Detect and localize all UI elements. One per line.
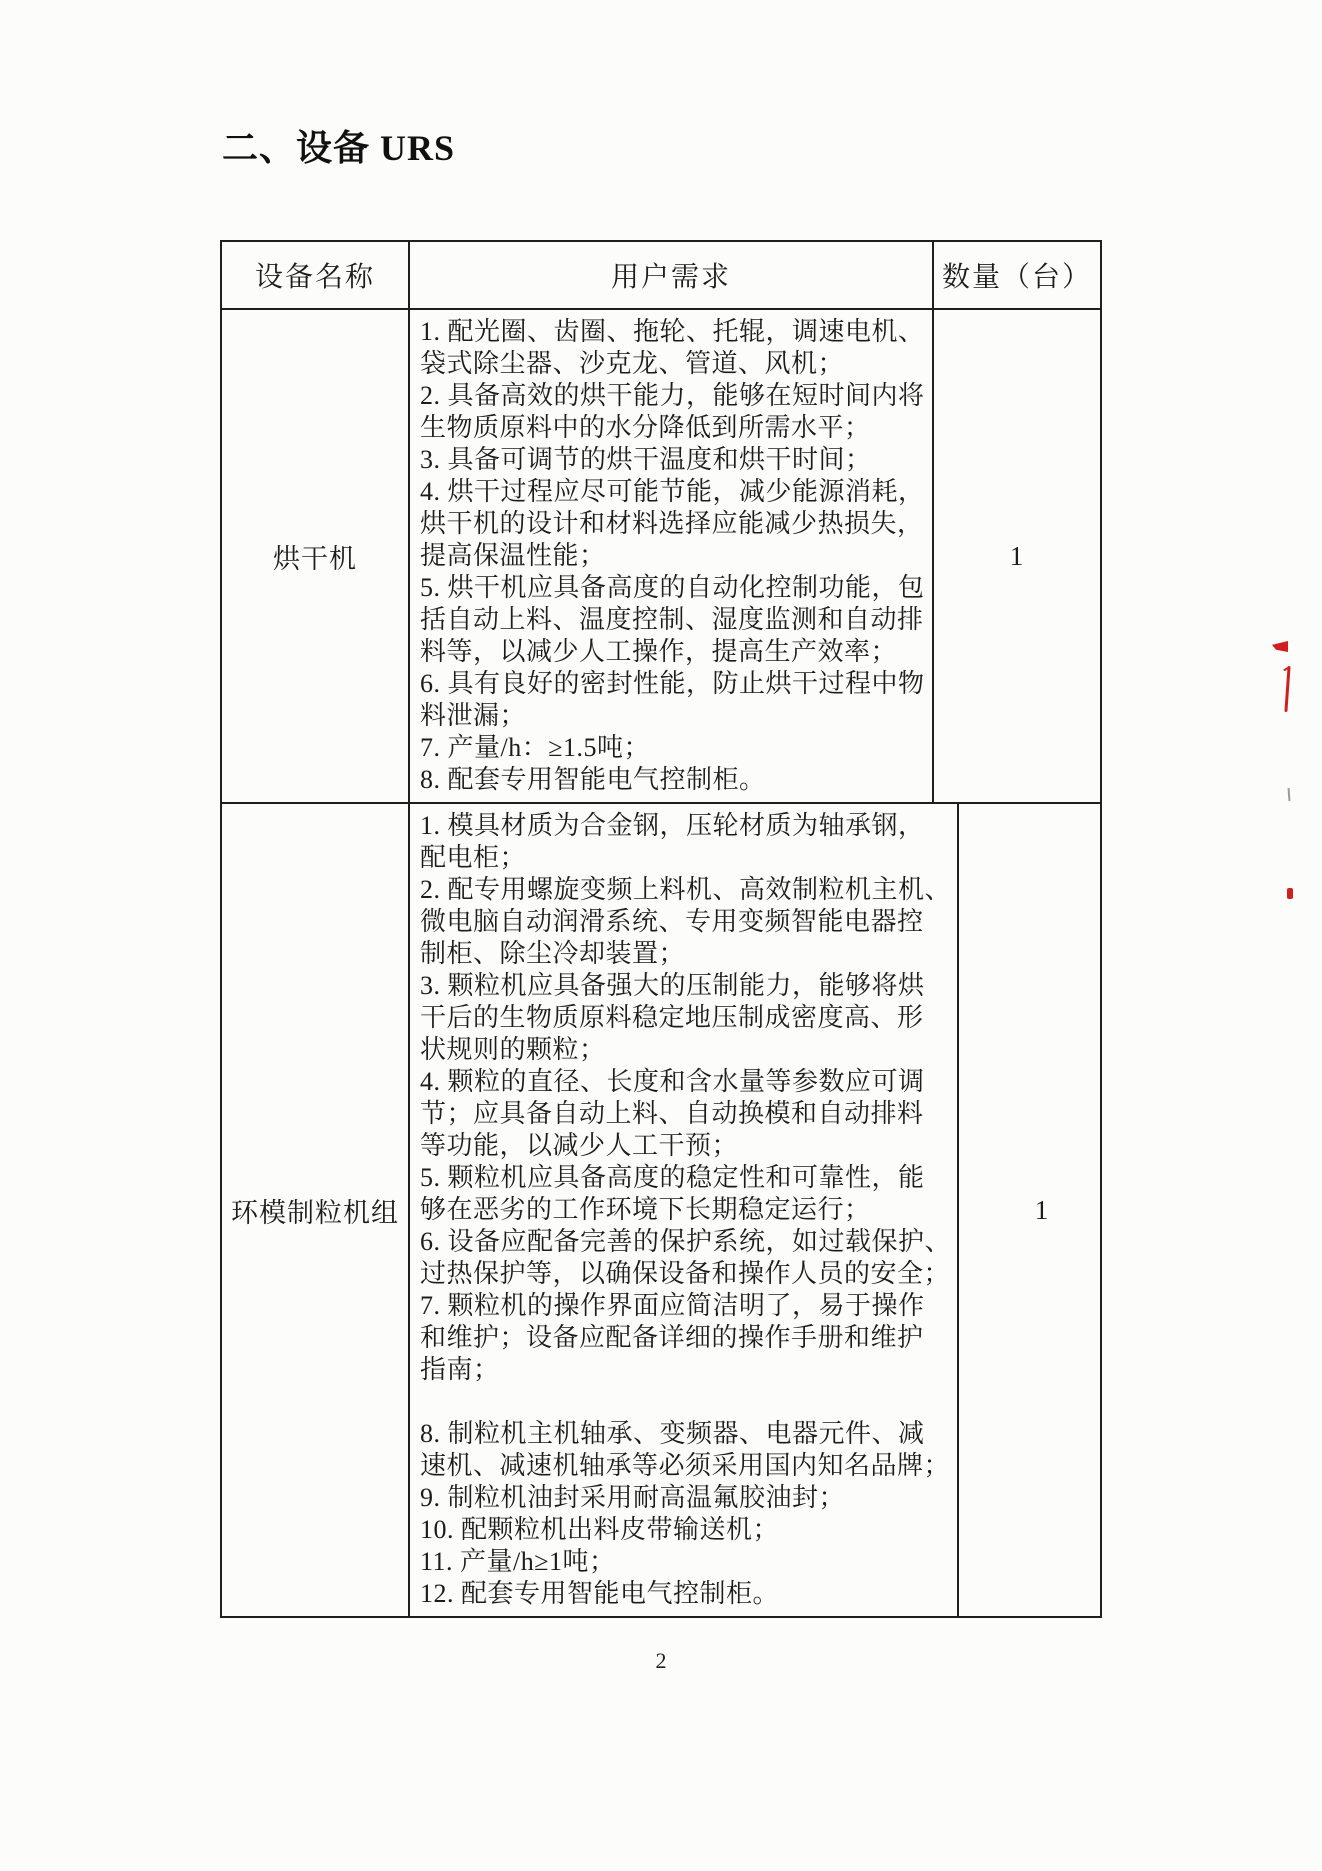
header-cell-equipment-name: 设备名称: [254, 262, 375, 293]
requirement-line: 6. 具有良好的密封性能，防止烘干过程中物: [420, 669, 925, 698]
requirement-line: 1. 模具材质为合金钢，压轮材质为轴承钢，: [420, 811, 925, 840]
requirement-line: 5. 烘干机应具备高度的自动化控制功能，包: [420, 573, 925, 602]
red-pen-dot-mark: [1287, 888, 1293, 899]
requirement-line: 4. 烘干过程应尽可能节能，减少能源消耗，: [420, 477, 925, 506]
requirement-line: 1. 配光圈、齿圈、拖轮、托辊，调速电机、: [420, 317, 925, 346]
requirement-line: 节；应具备自动上料、自动换模和自动排料: [420, 1099, 924, 1128]
equipment-name-cell: 环模制粒机组: [231, 1197, 399, 1228]
requirement-line: 3. 颗粒机应具备强大的压制能力，能够将烘: [420, 971, 925, 1000]
urs-table: [220, 240, 1102, 1618]
requirement-line: 7. 产量/h：≥1.5吨；: [420, 733, 650, 762]
requirement-line: 提高保温性能；: [420, 541, 606, 570]
requirement-line: 微电脑自动润滑系统、专用变频智能电器控: [420, 907, 924, 936]
requirement-line: 料泄漏；: [420, 701, 527, 730]
requirements-cell: [408, 310, 932, 802]
header-cell-user-requirements: 用户需求: [408, 242, 932, 308]
requirement-line: 状规则的颗粒；: [420, 1035, 606, 1064]
requirement-line: 4. 颗粒的直径、长度和含水量等参数应可调: [420, 1067, 925, 1096]
requirement-line: 7. 颗粒机的操作界面应简洁明了，易于操作: [420, 1291, 925, 1320]
quantity-cell: 1: [957, 804, 1125, 1616]
page-title: 二、设备 URS: [222, 128, 456, 168]
requirement-line: 括自动上料、温度控制、湿度监测和自动排: [420, 605, 924, 634]
requirement-line: 12. 配套专用智能电气控制柜。: [420, 1579, 780, 1608]
requirement-line: 等功能，以减少人工干预；: [420, 1131, 739, 1160]
requirement-line: [420, 1386, 951, 1418]
requirement-line: 6. 设备应配备完善的保护系统，如过载保护、: [420, 1227, 952, 1256]
requirement-line: 生物质原料中的水分降低到所需水平；: [420, 413, 871, 442]
red-pen-stroke-mark: [1284, 666, 1290, 712]
red-pen-wedge-mark: [1272, 641, 1288, 652]
quantity-cell: 1: [932, 310, 1100, 802]
requirement-line: 烘干机的设计和材料选择应能减少热损失，: [420, 509, 924, 538]
requirement-line: 2. 具备高效的烘干能力，能够在短时间内将: [420, 381, 925, 410]
page-number: 2: [655, 1648, 667, 1673]
requirement-line: 11. 产量/h≥1吨；: [420, 1547, 616, 1576]
requirement-line: 干后的生物质原料稳定地压制成密度高、形: [420, 1003, 924, 1032]
requirements-cell: [408, 804, 957, 1616]
requirement-line: 9. 制粒机油封采用耐高温氟胶油封；: [420, 1483, 846, 1512]
requirement-line: 指南；: [420, 1355, 500, 1384]
requirement-line: 8. 配套专用智能电气控制柜。: [420, 765, 766, 794]
table-row-dryer: [222, 308, 1100, 802]
requirement-line: 速机、减速机轴承等必须采用国内知名品牌；: [420, 1451, 951, 1480]
requirement-line: 料等，以减少人工操作，提高生产效率；: [420, 637, 898, 666]
requirement-line: 8. 制粒机主机轴承、变频器、电器元件、减: [420, 1419, 925, 1448]
gray-scan-tick-mark: [1288, 788, 1291, 801]
requirement-line: 2. 配专用螺旋变频上料机、高效制粒机主机、: [420, 875, 952, 904]
requirement-line: 和维护；设备应配备详细的操作手册和维护: [420, 1323, 924, 1352]
requirement-line: 配电柜；: [420, 843, 527, 872]
requirement-line: 袋式除尘器、沙克龙、管道、风机；: [420, 349, 845, 378]
requirement-line: 制柜、除尘冷却装置；: [420, 939, 686, 968]
requirement-line: 过热保护等，以确保设备和操作人员的安全；: [420, 1259, 951, 1288]
table-row-pellet-mill: [222, 802, 1100, 1616]
table-header-row: [222, 242, 1100, 308]
requirement-line: 够在恶劣的工作环境下长期稳定运行；: [420, 1195, 871, 1224]
requirement-line: 10. 配颗粒机出料皮带输送机；: [420, 1515, 780, 1544]
equipment-name-cell: 烘干机: [273, 543, 357, 574]
header-cell-quantity: 数量（台）: [932, 242, 1100, 308]
requirement-line: 3. 具备可调节的烘干温度和烘干时间；: [420, 445, 872, 474]
requirement-line: 5. 颗粒机应具备高度的稳定性和可靠性，能: [420, 1163, 925, 1192]
